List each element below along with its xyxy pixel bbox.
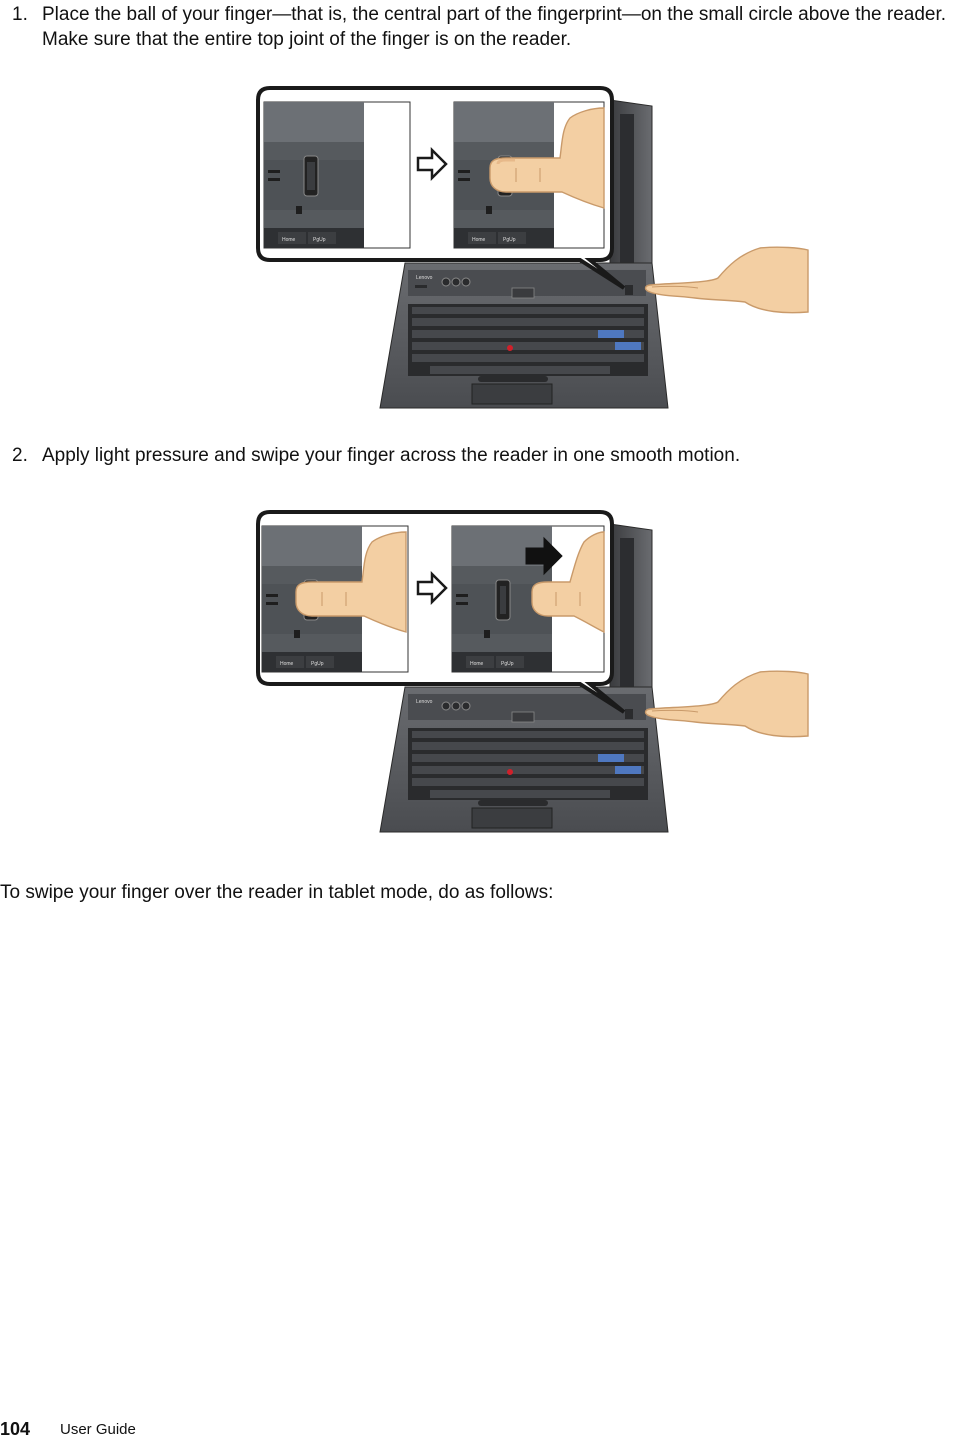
- trackpoint: [507, 769, 513, 775]
- key-pgup-label: PgUp: [501, 661, 514, 667]
- trackpoint: [507, 345, 513, 351]
- blue-key: [598, 754, 624, 762]
- key-home-label: Home: [280, 661, 294, 667]
- panel-after: [452, 526, 604, 672]
- laptop-base: [380, 687, 668, 832]
- key-home-label: Home: [282, 237, 296, 243]
- lenovo-logo: Lenovo: [416, 275, 433, 281]
- callout-bubble: [258, 512, 624, 712]
- callout-bubble: [258, 88, 624, 288]
- pointing-hand: [646, 247, 809, 313]
- panel-after: [454, 102, 604, 248]
- step-2-number: 2.: [12, 445, 28, 466]
- pointing-hand: [646, 671, 809, 737]
- touchpad: [472, 808, 552, 828]
- lenovo-logo: Lenovo: [416, 699, 433, 705]
- touchpad: [472, 384, 552, 404]
- keyboard: [408, 304, 648, 376]
- key-pgup-label: PgUp: [313, 237, 326, 243]
- keyboard: [408, 728, 648, 800]
- step-1-text: Place the ball of your finger—that is, the central part of the fingerprint—on the small circle above the reader. Make sure that the entire top joint of the finger is on the reader.: [42, 4, 947, 50]
- step-1-number: 1.: [12, 4, 28, 25]
- laptop-base: [380, 263, 668, 408]
- key-pgup-label: PgUp: [503, 237, 516, 243]
- key-pgup-label: PgUp: [311, 661, 324, 667]
- panel-before: [262, 526, 408, 672]
- key-home-label: Home: [472, 237, 486, 243]
- tablet-mode-intro: To swipe your finger over the reader in tablet mode, do as follows:: [0, 882, 554, 903]
- panel-before: [264, 102, 410, 248]
- page-number: 104: [0, 1419, 31, 1439]
- blue-key: [598, 330, 624, 338]
- figure-place-finger: [240, 78, 810, 413]
- step-2-text: Apply light pressure and swipe your finger across the reader in one smooth motion.: [42, 445, 741, 466]
- figure-swipe-finger: [240, 502, 810, 837]
- key-home-label: Home: [470, 661, 484, 667]
- document-title: User Guide: [60, 1421, 136, 1438]
